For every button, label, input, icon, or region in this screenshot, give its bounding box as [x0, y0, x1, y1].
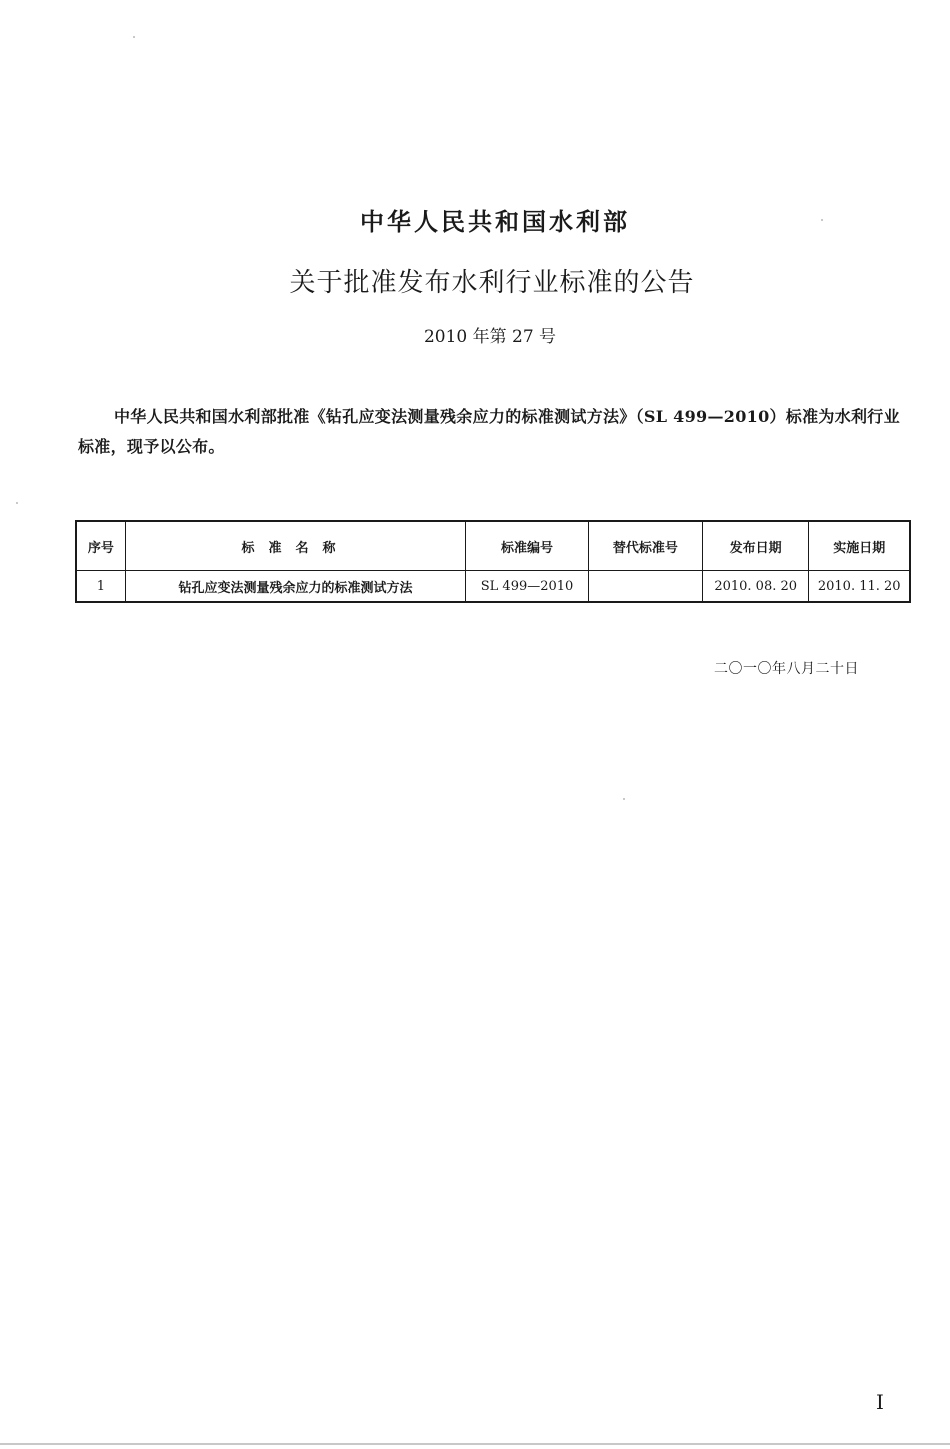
standards-table	[75, 520, 911, 603]
scan-speck	[133, 36, 135, 38]
org-title: 中华人民共和国水利部	[360, 207, 630, 236]
row-effective-date: 2010. 11. 20	[809, 571, 910, 603]
scan-speck	[623, 798, 625, 800]
issue-date: 二〇一〇年八月二十日	[714, 661, 859, 677]
row-name: 钻孔应变法测量残余应力的标准测试方法	[125, 571, 466, 603]
header-name: 标准名称	[125, 521, 466, 571]
doc-title: 关于批准发布水利行业标准的公告	[289, 268, 695, 298]
page-number: I	[876, 1390, 884, 1414]
announcement-paragraph: 中华人民共和国水利部批准《钻孔应变法测量残余应力的标准测试方法》（SL 499—2010）标准为水利行业标准，现予以公布。	[78, 407, 900, 456]
doc-number: 2010 年第 27 号	[423, 327, 557, 347]
header-effective-date: 实施日期	[809, 521, 910, 571]
header-index: 序号	[76, 521, 125, 571]
header-code: 标准编号	[466, 521, 588, 571]
header-release-date: 发布日期	[702, 521, 808, 571]
header-replaces: 替代标准号	[588, 521, 702, 571]
table-row	[76, 571, 910, 603]
scan-speck	[16, 502, 18, 504]
row-code: SL 499—2010	[466, 571, 588, 603]
page-bottom-edge	[0, 1443, 950, 1445]
table-header-row	[76, 521, 910, 571]
row-replaces	[588, 571, 702, 603]
row-index: 1	[76, 571, 125, 603]
row-release-date: 2010. 08. 20	[702, 571, 808, 603]
